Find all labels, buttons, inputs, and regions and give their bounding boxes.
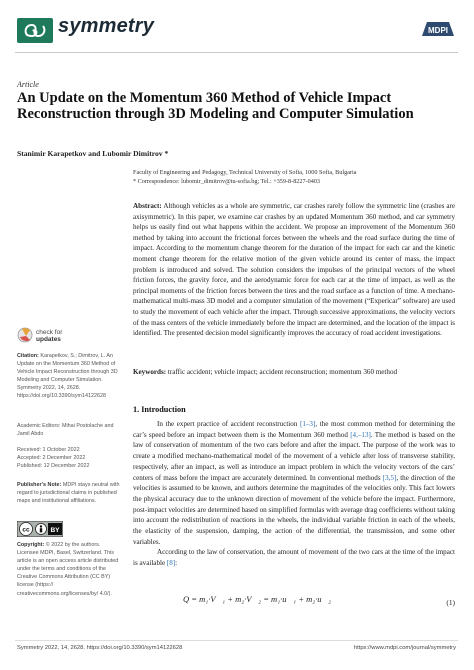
editors-label: Academic Editors:: [17, 423, 61, 429]
publisher-note: [17, 481, 122, 505]
text-run: , the most common method for determining the car’s speed before an impact between them is the Momentum 360 method: [133, 420, 455, 439]
correspondence[interactable]: * Correspondence: lubomir_dimitrov@tu-sofia.bg; Tel.: +359-8-8227-0403: [133, 177, 321, 185]
article-type: Article: [17, 80, 39, 89]
editors-text: Mihai Postolache and Jamil Abdo: [17, 423, 114, 438]
publisher-note-text: MDPI stays neutral with regard to jurisdictional claims in published maps and institutional affiliations.: [17, 482, 120, 505]
reference-link[interactable]: [8]: [166, 559, 176, 568]
text-run: . The method is based on the law of conservation of momentum of the two cars before and after the impact. The purpose of the work was to create a modified mechano-mathematical model of the movement of a vehicle after loss of transverse stability, respectively, after an impact, as well as introduce an impact problem in which the velocity vectors of the cars’ centers of mass before the impact are accurately determined. In conventional methods: [133, 430, 455, 482]
text-run: , the direction of the velocities is assumed to be known, and authors determine the magnitudes of the velocities only. This fact lowers the physical accuracy due to the unknown direction of movement of the vehicle before the impact. Furthermore, post-impact velocities are determined based on simplified formulas with average drag coefficients without taking into account the redistribution of reactions in the wheels, the individual variable friction in each of the wheels, the elasticity of the suspension, damping, the action of the differential, the transmission, and some other variables.: [133, 473, 455, 546]
editors-block: [17, 422, 122, 438]
text-run: According to the law of conservation, the amount of movement of the two cars at the time of the impact is available: [133, 548, 455, 568]
footer-divider: [15, 640, 458, 641]
check-updates-icon: [17, 325, 87, 345]
paragraph-1: [133, 419, 455, 547]
affiliations: [133, 169, 453, 186]
reference-link[interactable]: [1–3]: [299, 420, 316, 428]
symmetry-logo-icon: [23, 21, 47, 40]
citation-text[interactable]: Karapetkov, S.; Dimitrov, L. An Update on the Momentum 360 Method of Vehicle Impact Reconstruction through 3D Modeling and Computer Simulation. Symmetry 2022, 14, 2628. https://doi.org/10.3390/sym14122628: [17, 353, 118, 400]
mdpi-logo-icon: [420, 19, 456, 39]
copyright-block: [17, 541, 122, 598]
introduction-body: [133, 419, 455, 569]
text-run: :: [175, 559, 178, 568]
accepted-date: Accepted: 2 December 2022: [17, 455, 86, 462]
keywords-label: Keywords:: [133, 368, 167, 376]
received-date: Received: 1 October 2022: [17, 447, 80, 453]
footer-journal-url[interactable]: https://www.mdpi.com/journal/symmetry: [353, 645, 456, 651]
citation-label: Citation:: [17, 353, 39, 359]
equation-1: [133, 594, 455, 614]
cc-by-badge[interactable]: [17, 521, 63, 542]
abstract: [133, 201, 455, 339]
abstract-label: Abstract:: [133, 202, 162, 210]
reference-link[interactable]: [3,5]: [382, 473, 397, 482]
equation-body: Q = m₁·V⃗₁ + m₂·V⃗₂ = m₁·u⃗₁ + m₂·u⃗₂: [183, 594, 332, 604]
section-heading-introduction: 1. Introduction: [133, 405, 186, 414]
article-title: An Update on the Momentum 360 Method of Vehicle Impact Reconstruction through 3D Modeling and Computer Simulation: [17, 90, 414, 122]
dates-block: [17, 446, 122, 470]
journal-logo: [17, 18, 53, 43]
journal-name[interactable]: symmetry: [58, 15, 155, 37]
published-date: Published: 12 December 2022: [17, 463, 90, 470]
check-for-updates-badge[interactable]: [17, 325, 87, 350]
copyright-label: Copyright:: [17, 542, 45, 548]
check-updates-line2: updates: [36, 336, 61, 343]
header-divider: [15, 52, 458, 53]
paragraph-2: [133, 547, 455, 568]
by-text: BY: [50, 527, 60, 534]
keywords: [133, 368, 455, 376]
footer-citation[interactable]: Symmetry 2022, 14, 2628. https://doi.org/10.3390/sym14122628: [17, 645, 183, 651]
keywords-text: traffic accident; vehicle impact; accident reconstruction; momentum 360 method: [167, 368, 398, 376]
mdpi-logo[interactable]: [420, 19, 456, 39]
abstract-text: Although vehicles as a whole are symmetric, car crashes rarely follow the symmetric line (crashes are axisymmetric). In this paper, we examine car crashes by an updated Momentum 360 method, and car symmetry helps us easily find out what happens within the accident. We propose an improvement of the Momentum 360 method by taking into account the frictional forces between the wheels and the road surface during the time of impact. According to the momentum change theorem for the duration of the impact for each car and the kinetic moment change theorem for the relative motion of the given vehicle around its center of mass, the impact problem is introduced and solved. The solution considers the impulses of the principal vectors of the wheel friction forces, the gravity force, and the aerodynamic force for each car at the time of impact, as well as the principal moments of the friction forces between the tires and the road surface as a function of time. A mechano-mathematical multi-mass 3D model and a computer simulation of the movement (“Expericar” software) are used to study the movement of each vehicle after the impact. Through successive approximations, the velocity vectors of the mass centers of the vehicle immediately before the impact are determined, and the location of the impact is identified. The presented decision model significantly improves the accuracy of road accident investigations.: [133, 202, 456, 338]
equation-number: (1): [446, 598, 455, 607]
check-updates-line1: check for: [36, 329, 63, 336]
cc-text: cc: [22, 526, 30, 534]
publisher-note-label: Publisher’s Note:: [17, 482, 62, 488]
reference-link[interactable]: [4,–13]: [350, 430, 371, 439]
copyright-text[interactable]: © 2022 by the authors. Licensee MDPI, Basel, Switzerland. This article is an open access article distributed under the terms and conditions of the Creative Commons Attribution (CC BY) license (https:// creativecommons.org/licenses/by/ 4.0/).: [17, 542, 119, 597]
author-list[interactable]: Stanimir Karapetkov and Lubomir Dimitrov *: [17, 149, 169, 158]
mdpi-logo-text: MDPI: [428, 26, 448, 35]
affiliation: Faculty of Engineering and Pedagogy, Technical University of Sofia, 1000 Sofia, Bulgaria: [133, 169, 357, 176]
cc-by-license-icon: [17, 521, 63, 537]
text-run: In the expert practice of accident reconstruction: [157, 420, 300, 428]
citation-block: [17, 352, 122, 401]
